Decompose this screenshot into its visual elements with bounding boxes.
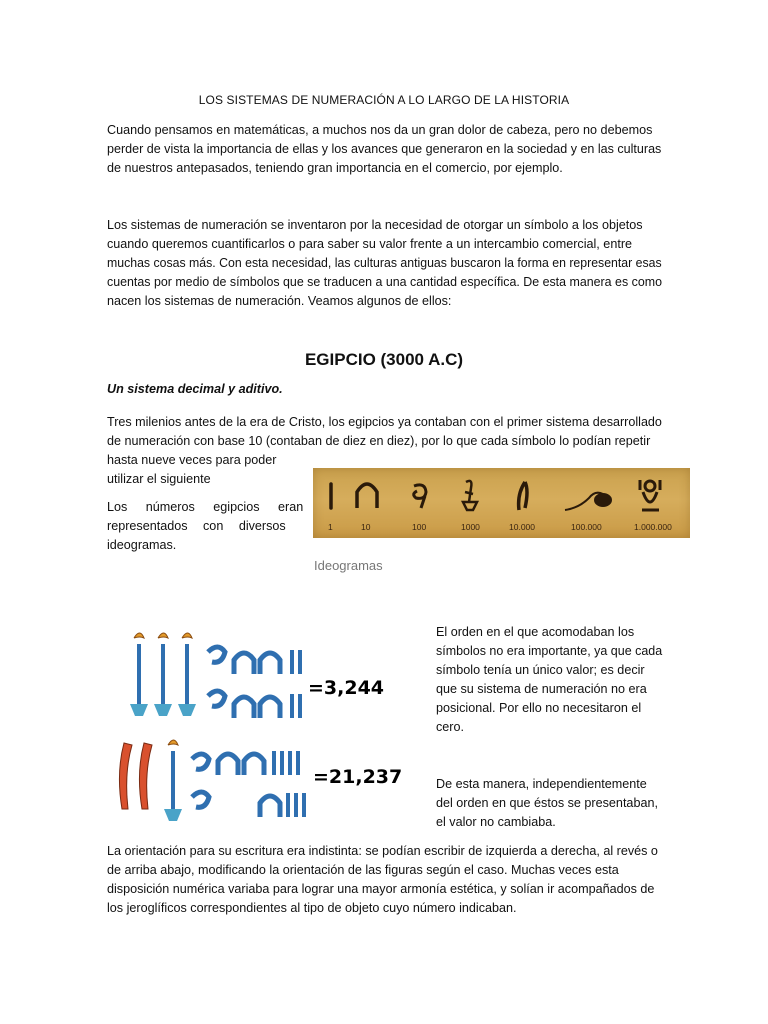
text-line: ideogramas. — [107, 538, 177, 552]
heel-bone-hieroglyph-icon — [357, 484, 377, 508]
stroke-hieroglyph-icon — [292, 650, 300, 718]
tadpole-hieroglyph-icon — [565, 493, 611, 510]
heh-god-hieroglyph-icon — [640, 480, 660, 510]
text-line: nacen los sistemas de numeración. Veamos algunos de ellos: — [107, 294, 452, 308]
ideogram-value-label: 1.000.000 — [634, 522, 672, 532]
text-line: La orientación para su escritura era indistinta: se podían escribir de izquierda a derecha, al revés o — [107, 844, 658, 858]
text-line — [107, 498, 304, 517]
text-line: el valor no cambiaba. — [436, 815, 556, 829]
text-line: cuando queremos cuantificarlos o para saber su valor frente a un intercambio comercial, entre — [107, 237, 633, 251]
document-title: LOS SISTEMAS DE NUMERACIÓN A LO LARGO DE LA HISTORIA — [198, 93, 570, 107]
text-line: Cuando pensamos en matemáticas, a muchos nos da un gran dolor de cabeza, pero no debemos — [107, 123, 653, 137]
example-result: =3,244 — [308, 677, 385, 699]
ideogram-value-label: 10 — [361, 522, 371, 532]
section-subtitle: Un sistema decimal y aditivo. — [107, 382, 283, 396]
text-line: muchas cosas más. Con esta necesidad, las culturas antiguas buscaron la forma en representar esas — [107, 256, 662, 270]
text-line: Los sistemas de numeración se inventaron por la necesidad de otorgar un símbolo a los objetos — [107, 218, 643, 232]
text-line: de nuestros antepasados, teniendo gran importancia en el comercio, por ejemplo. — [107, 161, 563, 175]
text-line: símbolo tenía un único valor; es decir — [436, 663, 645, 677]
coil-rope-hieroglyph-icon — [414, 485, 426, 508]
text-line: disposición numérica variaba para lograr una mayor armonía estética, y solían ir acompañados de — [107, 882, 655, 896]
text-line: hasta nueve veces para poder — [107, 453, 277, 467]
heel-bone-hieroglyph-icon — [218, 754, 280, 817]
finger-hieroglyph-icon — [519, 482, 527, 510]
example-figure-21237 — [110, 733, 425, 843]
text-line: que su sistema de numeración no era — [436, 682, 647, 696]
text-line: de arriba abajo, modificando la orientación de las figuras según el caso. Muchas veces esta — [107, 863, 619, 877]
text-line: posicional. Por ello no necesitaron el — [436, 701, 642, 715]
text-line: De esta manera, independientemente — [436, 777, 647, 791]
text-line: los jeroglíficos correspondientes al tipo de objeto cuyo número indicaban. — [107, 901, 517, 915]
coil-rope-hieroglyph-icon — [208, 647, 225, 706]
ideogram-figure — [313, 468, 690, 538]
text-line: de numeración con base 10 (contaban de diez en diez), por lo que cada símbolo lo podían repetir — [107, 434, 651, 448]
text-line: cero. — [436, 720, 464, 734]
text-line: El orden en el que acomodaban los — [436, 625, 635, 639]
text-line: cuentas por medio de símbolos que se traducen a una cantidad específica. De esta manera es como — [107, 275, 662, 289]
text-line: perder de vista la importancia de ellas y los avances que generaron en la sociedad y en las culturas — [107, 142, 662, 156]
text-line: Tres milenios antes de la era de Cristo, los egipcios ya contaban con el primer sistema desarrollado — [107, 415, 662, 429]
text-line: representados con diversos — [107, 519, 286, 533]
lotus-hieroglyph-icon — [130, 633, 196, 716]
text-line — [107, 517, 291, 536]
text-line: símbolos no era importante, ya que cada — [436, 644, 663, 658]
lotus-hieroglyph-icon — [164, 740, 182, 821]
finger-hieroglyph-icon — [119, 743, 152, 809]
text-line: utilizar el siguiente — [107, 472, 211, 486]
ideogram-value-label: 100.000 — [571, 522, 602, 532]
text-line: del orden en que éstos se presentaban, — [436, 796, 658, 810]
ideogram-value-label: 10.000 — [509, 522, 535, 532]
ideogram-caption: Ideogramas — [314, 558, 383, 573]
text-line: Los números egipcios eran — [107, 500, 304, 514]
ideogram-value-label: 1000 — [461, 522, 480, 532]
coil-rope-hieroglyph-icon — [192, 754, 209, 807]
example-result: =21,237 — [313, 766, 403, 788]
example-figure-3244 — [110, 622, 425, 732]
ideogram-value-label: 1 — [328, 522, 333, 532]
heel-bone-hieroglyph-icon — [234, 653, 280, 718]
section-title: EGIPCIO (3000 A.C) — [304, 350, 464, 369]
ideogram-value-label: 100 — [412, 522, 427, 532]
lotus-hieroglyph-icon — [463, 481, 477, 510]
